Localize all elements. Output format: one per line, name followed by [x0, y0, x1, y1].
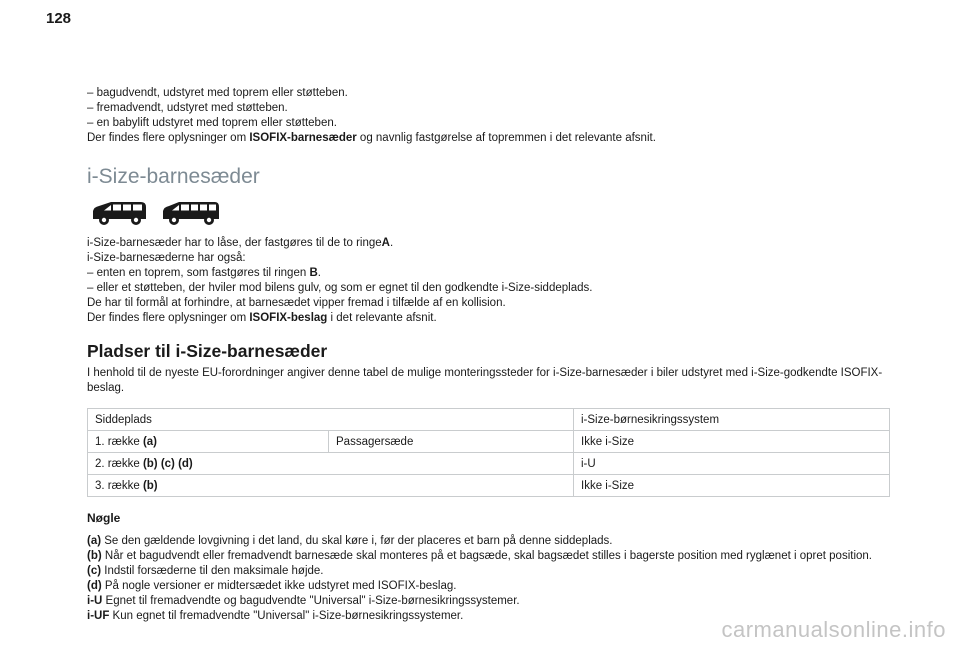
key-text: På nogle versioner er midtersædet ikke udstyret med ISOFIX-beslag.: [101, 580, 457, 592]
header-seat-position: Siddeplads: [88, 409, 574, 431]
vehicle-icons: [89, 200, 897, 226]
page-number: 128: [46, 10, 72, 27]
key-label: (c): [87, 565, 102, 577]
table-header-row: [88, 409, 890, 431]
isize-line-2: i-Size-barnesæderne har også:: [87, 252, 246, 264]
isize-line-1-text: i-Size-barnesæder har to låse, der fastgøres til de to ringe: [87, 237, 382, 249]
isize-places-table: [87, 408, 890, 497]
isize-section-title: i-Size-barnesæder: [87, 165, 260, 188]
intro-more-info: [87, 131, 897, 146]
isize-line-1: [87, 236, 897, 251]
table-row: [88, 431, 890, 453]
key-text: Indstil forsæderne til den maksimale højde.: [101, 565, 324, 577]
row-cell: [88, 475, 574, 497]
isize-line-6: [87, 311, 897, 326]
system-cell: Ikke i-Size: [574, 431, 890, 453]
key-item: [87, 549, 897, 564]
key-item: [87, 579, 897, 594]
places-description: I henhold til de nyeste EU-forordninger angiver denne tabel de mulige monteringssteder for i-Size-barnesæder i biler udstyret med i-Size-godkendte ISOFIX-beslag.: [87, 367, 883, 394]
row-note-ref: (a): [142, 435, 157, 448]
table-row: [88, 453, 890, 475]
system-cell: Ikke i-Size: [574, 475, 890, 497]
intro-more-info-tail: og navnlig fastgørelse af topremmen i det relevante afsnit.: [356, 132, 656, 144]
row-cell: [88, 431, 329, 453]
places-section-title: Pladser til i-Size-barnesæder: [87, 341, 328, 361]
key-label: (d): [87, 580, 102, 592]
row-label: 2. række: [95, 457, 143, 470]
row-note-ref: (b) (c) (d): [142, 457, 193, 470]
intro-line-2: – fremadvendt, udstyret med støtteben.: [87, 102, 288, 114]
isize-line-5: De har til formål at forhindre, at barnesædet vipper fremad i tilfælde af en kollision.: [87, 297, 506, 309]
isofix-link-term: ISOFIX-barnesæder: [249, 132, 357, 144]
isize-line-4: – eller et støtteben, der hviler mod bilens gulv, og som er egnet til den godkendte i-Size-siddeplads.: [87, 282, 593, 294]
key-label: i-UF: [87, 610, 110, 622]
watermark: carmanualsonline.info: [721, 617, 946, 642]
page-content: [87, 86, 897, 624]
intro-more-info-text: Der findes flere oplysninger om: [87, 132, 250, 144]
row-cell: [88, 453, 574, 475]
key-item: [87, 594, 897, 609]
intro-line-3: – en babylift udstyret med toprem eller støtteben.: [87, 117, 337, 129]
isize-line-3-tail: .: [317, 267, 321, 279]
key-item: [87, 534, 897, 549]
table-row: [88, 475, 890, 497]
header-restraint-system: i-Size-børnesikringssystem: [574, 409, 890, 431]
key-text: Egnet til fremadvendte og bagudvendte "Universal" i-Size-børnesikringssystemer.: [102, 595, 520, 607]
ring-b-label: B: [309, 267, 318, 279]
van-icon: [89, 200, 149, 226]
key-label: i-U: [87, 595, 103, 607]
seat-cell: Passagersæde: [329, 431, 574, 453]
isofix-mount-term: ISOFIX-beslag: [249, 312, 328, 324]
isize-line-3: [87, 266, 897, 281]
intro-line-1: – bagudvendt, udstyret med toprem eller støtteben.: [87, 87, 348, 99]
key-title: Nøgle: [87, 511, 121, 525]
ring-a-label: A: [381, 237, 390, 249]
row-note-ref: (b): [142, 479, 158, 492]
key-label: (b): [87, 550, 102, 562]
isize-line-6-tail: i det relevante afsnit.: [327, 312, 437, 324]
key-text: Se den gældende lovgivning i det land, du skal køre i, før der placeres et barn på denne siddeplads.: [101, 535, 613, 547]
key-item: [87, 564, 897, 579]
isize-line-1-tail: .: [389, 237, 394, 249]
van-long-icon: [161, 200, 221, 226]
isize-line-3-text: – enten en toprem, som fastgøres til ringen: [87, 267, 310, 279]
row-label: 1. række: [95, 435, 143, 448]
key-text: Kun egnet til fremadvendte "Universal" i-Size-børnesikringssystemer.: [109, 610, 464, 622]
row-label: 3. række: [95, 479, 143, 492]
key-text: Når et bagudvendt eller fremadvendt barnesæde skal monteres på et bagsæde, skal bagsædet stilles i bagerste position med ryglænet i opret position.: [101, 550, 872, 562]
key-label: (a): [87, 535, 102, 547]
system-cell: i-U: [574, 453, 890, 475]
isize-line-6-text: Der findes flere oplysninger om: [87, 312, 250, 324]
